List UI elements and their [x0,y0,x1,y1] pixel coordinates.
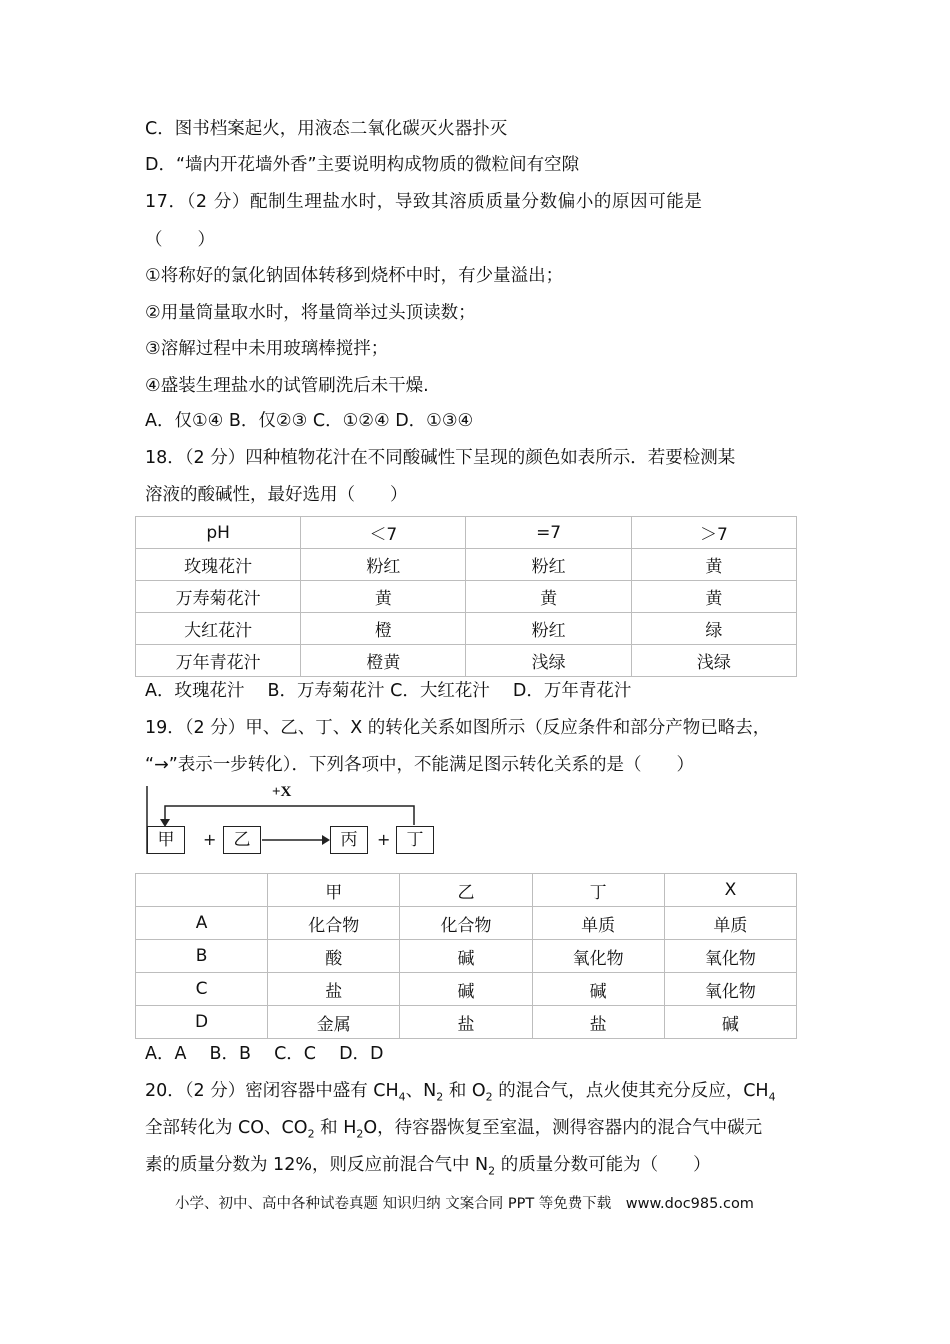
table-cell: 万寿菊花汁 [136,581,301,613]
table-cell: 金属 [268,1006,400,1039]
table-cell: 浅绿 [466,645,631,677]
q17-item-4: ④盛装生理盐水的试管刷洗后未干燥. [145,376,429,396]
table-cell: X [664,874,796,907]
q20-line2-text: 全部转化为 CO、CO [145,1118,308,1138]
table-cell: 碱 [664,1006,796,1039]
table-row [136,907,797,940]
table-cell: 丁 [532,874,664,907]
table-row [136,549,797,581]
table-cell: 碱 [400,973,532,1006]
q20-line1 [145,1080,776,1109]
table-row [136,940,797,973]
table-header-row [136,874,797,907]
plus-sign: + [377,830,391,849]
subscript: 4 [398,1090,406,1104]
q17-options: A．仅①④ B．仅②③ C．①②④ D．①③④ [145,411,474,431]
table-cell: pH [136,517,301,549]
table-cell: 盐 [400,1006,532,1039]
q20-line3-text: 素的质量分数为 12%，则反应前混合气中 N [145,1155,489,1175]
box-bing: 丙 [330,826,368,854]
table-cell: B [136,940,268,973]
subscript: 4 [768,1090,776,1104]
table-cell: 黄 [301,581,466,613]
q17-paren: （ ） [145,230,215,250]
arrow-label: +X [272,784,292,800]
q16-option-d: D．“墙内开花墙外香”主要说明构成物质的微粒间有空隙 [145,155,580,175]
table-cell: 玫瑰花汁 [136,549,301,581]
table-cell: ＜7 [301,517,466,549]
table-cell: 化合物 [268,907,400,940]
table-cell: 粉红 [466,613,631,645]
q18-options: A．玫瑰花汁 B．万寿菊花汁 C．大红花汁 D．万年青花汁 [145,681,632,701]
subscript: 2 [485,1090,493,1104]
subscript: 2 [488,1164,496,1178]
table-cell: 盐 [532,1006,664,1039]
table-cell: 大红花汁 [136,613,301,645]
q18-stem-line2: 溶液的酸碱性，最好选用（ ） [145,485,408,505]
q20-line2-text: O，待容器恢复至室温，测得容器内的混合气中碳元 [363,1118,763,1138]
table-cell: 橙 [301,613,466,645]
q17-item-3: ③溶解过程中未用玻璃棒搅拌； [145,339,389,359]
q19-stem-line1: 19．（2 分）甲、乙、丁、X 的转化关系如图所示（反应条件和部分产物已略去， [145,718,771,738]
q19-options: A．A B．B C．C D．D [145,1044,384,1064]
table-cell: 单质 [532,907,664,940]
plus-sign: + [203,830,217,849]
q19-stem-line2: “→”表示一步转化）．下列各项中，不能满足图示转化关系的是（ ） [145,755,695,775]
table-header-row [136,517,797,549]
table-cell: 单质 [664,907,796,940]
table-cell: 橙黄 [301,645,466,677]
box-jia: 甲 [147,826,185,854]
table-cell: D [136,1006,268,1039]
table-row [136,645,797,677]
subscript: 2 [307,1127,315,1141]
q17-item-1: ①将称好的氯化钠固体转移到烧杯中时，有少量溢出； [145,266,564,286]
q20-line3-text: 的质量分数可能为（ ） [495,1155,711,1175]
feedback-arrow [165,806,414,825]
arrowhead-right-icon [322,835,330,845]
box-yi: 乙 [223,826,261,854]
table-cell: 氧化物 [664,940,796,973]
table-cell: 化合物 [400,907,532,940]
table-cell: 绿 [631,613,796,645]
q17-item-2: ②用量筒量取水时，将量筒举过头顶读数； [145,303,476,323]
subscript: 2 [356,1127,364,1141]
table-cell: 氧化物 [664,973,796,1006]
table-cell: 黄 [631,549,796,581]
table-cell: ＞7 [631,517,796,549]
q20-line2-text: 和 H [314,1118,357,1138]
table-cell: 粉红 [466,549,631,581]
table-cell: C [136,973,268,1006]
q17-stem: 17．（2 分）配制生理盐水时，导致其溶质质量分数偏小的原因可能是 [145,192,703,212]
q18-table [135,516,797,677]
table-row [136,613,797,645]
table-cell: 碱 [400,940,532,973]
table-cell: 酸 [268,940,400,973]
table-row [136,581,797,613]
table-row [136,1006,797,1039]
table-row [136,973,797,1006]
table-cell: 盐 [268,973,400,1006]
table-cell: 甲 [268,874,400,907]
table-cell: A [136,907,268,940]
table-cell: 万年青花汁 [136,645,301,677]
table-cell: 碱 [532,973,664,1006]
q20-line1-text: 、N [405,1081,437,1101]
table-cell: 黄 [631,581,796,613]
table-cell [136,874,268,907]
q20-line1-text: 的混合气，点火使其充分反应，CH [492,1081,769,1101]
table-cell: 粉红 [301,549,466,581]
table-cell: =7 [466,517,631,549]
page-footer: 小学、初中、高中各种试卷真题 知识归纳 文案合同 PPT 等免费下载 www.doc985.com [175,1196,754,1212]
subscript: 2 [436,1090,444,1104]
q20-line3 [145,1154,711,1183]
q20-line1-text: 和 O [443,1081,486,1101]
q20-line1-text: 20．（2 分）密闭容器中盛有 CH [145,1081,399,1101]
table-cell: 乙 [400,874,532,907]
q16-option-c: C．图书档案起火，用液态二氧化碳灭火器扑灭 [145,119,508,139]
q19-table [135,873,797,1039]
box-ding: 丁 [396,826,434,854]
q20-line2 [145,1117,762,1146]
table-cell: 氧化物 [532,940,664,973]
table-cell: 浅绿 [631,645,796,677]
q18-stem-line1: 18．（2 分）四种植物花汁在不同酸碱性下呈现的颜色如表所示．若要检测某 [145,448,736,468]
table-cell: 黄 [466,581,631,613]
